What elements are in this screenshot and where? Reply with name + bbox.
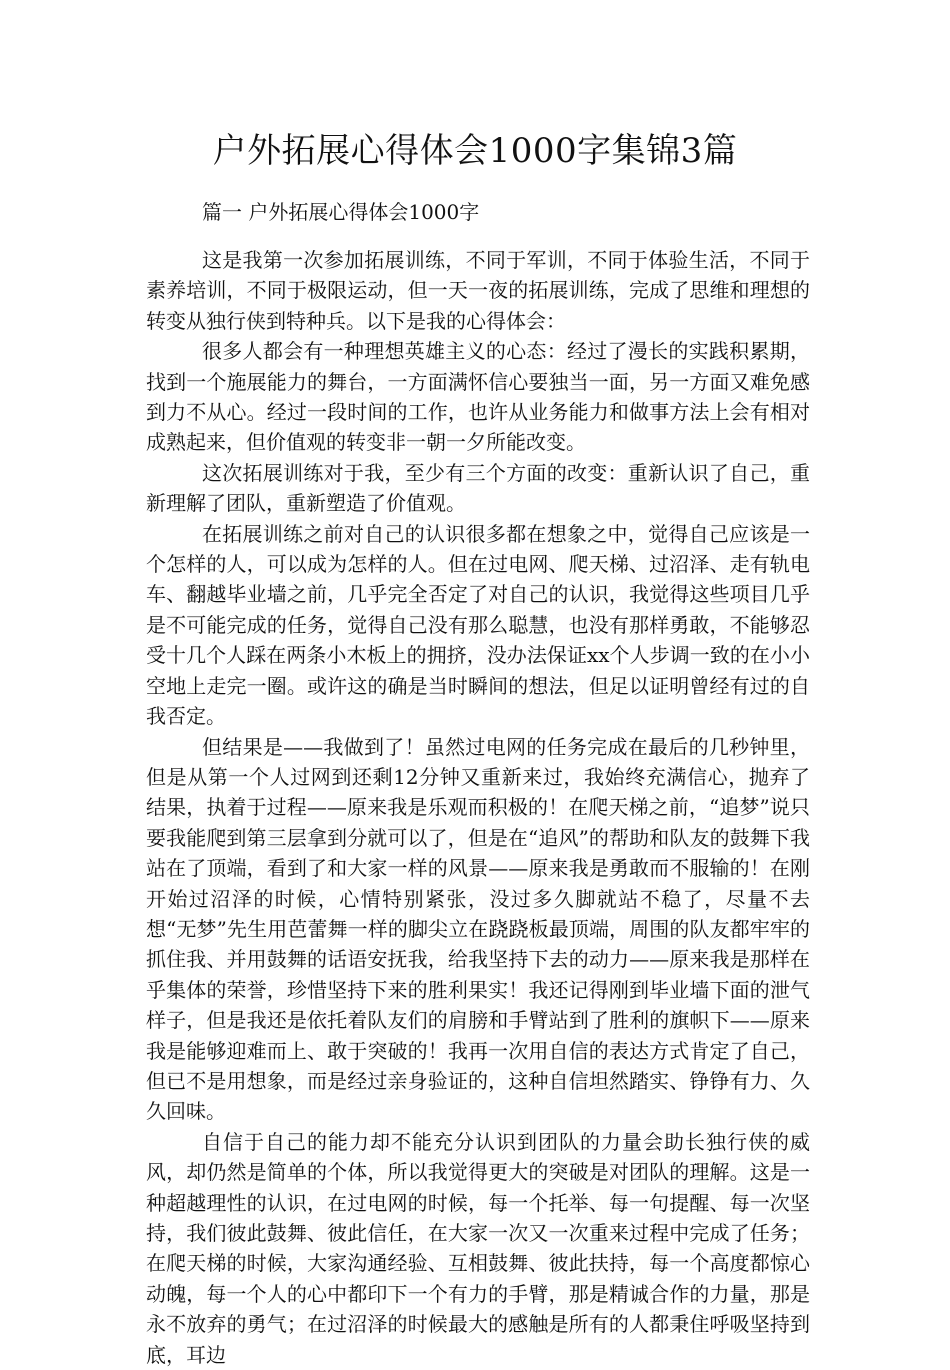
document-body <box>146 245 810 1370</box>
section-heading: 篇一 户外拓展心得体会1000字 <box>202 200 480 224</box>
body-paragraph: 在拓展训练之前对自己的认识很多都在想象之中，觉得自己应该是一个怎样的人，可以成为怎样的人。但在过电网、爬天梯、过沼泽、走有轨电车、翻越毕业墙之前，几乎完全否定了对自己的认识，我觉得这些项目几乎是不可能完成的任务，觉得自己没有那么聪慧，也没有那样勇敢，不能够忍受十几个人踩在两条小木板上的拥挤，没办法保证xx个人步调一致的在小小空地上走完一圈。或许这的确是当时瞬间的想法，但足以证明曾经有过的自我否定。 <box>146 521 810 729</box>
body-paragraph: 这次拓展训练对于我，至少有三个方面的改变：重新认识了自己，重新理解了团队，重新塑造了价值观。 <box>146 460 810 516</box>
body-paragraph: 自信于自己的能力却不能充分认识到团队的力量会助长独行侠的威风，却仍然是简单的个体，所以我觉得更大的突破是对团队的理解。这是一种超越理性的认识，在过电网的时候，每一个托举、每一句提醒、每一次坚持，我们彼此鼓舞、彼此信任，在大家一次又一次重来过程中完成了任务；在爬天梯的时候，大家沟通经验、互相鼓舞、彼此扶持，每一个高度都惊心动魄，每一个人的心中都印下一个有力的手臂，那是精诚合作的力量，那是永不放弃的勇气；在过沼泽的时候最大的感触是所有的人都秉住呼吸坚持到底，耳边 <box>146 1129 810 1367</box>
body-paragraph: 但结果是——我做到了！虽然过电网的任务完成在最后的几秒钟里，但是从第一个人过网到还剩12分钟又重新来过，我始终充满信心，抛弃了结果，执着于过程——原来我是乐观而积极的！在爬天梯之前，“追梦”说只要我能爬到第三层拿到分就可以了，但是在“追风”的帮助和队友的鼓舞下我站在了顶端，看到了和大家一样的风景——原来我是勇敢而不服输的！在刚开始过沼泽的时候，心情特别紧张，没过多久脚就站不稳了，尽量不去想“无梦”先生用芭蕾舞一样的脚尖立在跷跷板最顶端，周围的队友都牢牢的抓住我、并用鼓舞的话语安抚我，给我坚持下去的动力——原来我是那样在乎集体的荣誉，珍惜坚持下来的胜利果实！我还记得刚到毕业墙下面的泄气样子，但是我还是依托着队友们的肩膀和手臂站到了胜利的旗帜下——原来我是能够迎难而上、敢于突破的！我再一次用自信的表达方式肯定了自己，但已不是用想象，而是经过亲身验证的，这种自信坦然踏实、铮铮有力、久久回味。 <box>146 734 810 1124</box>
body-paragraph: 这是我第一次参加拓展训练，不同于军训，不同于体验生活，不同于素养培训，不同于极限运动，但一天一夜的拓展训练，完成了思维和理想的转变从独行侠到特种兵。以下是我的心得体会： <box>146 248 810 333</box>
document-title: 户外拓展心得体会1000字集锦3篇 <box>212 131 738 171</box>
body-paragraph: 很多人都会有一种理想英雄主义的心态：经过了漫长的实践积累期，找到一个施展能力的舞台，一方面满怀信心要独当一面，另一方面又难免感到力不从心。经过一段时间的工作，也许从业务能力和做事方法上会有相对成熟起来，但价值观的转变非一朝一夕所能改变。 <box>146 339 810 455</box>
